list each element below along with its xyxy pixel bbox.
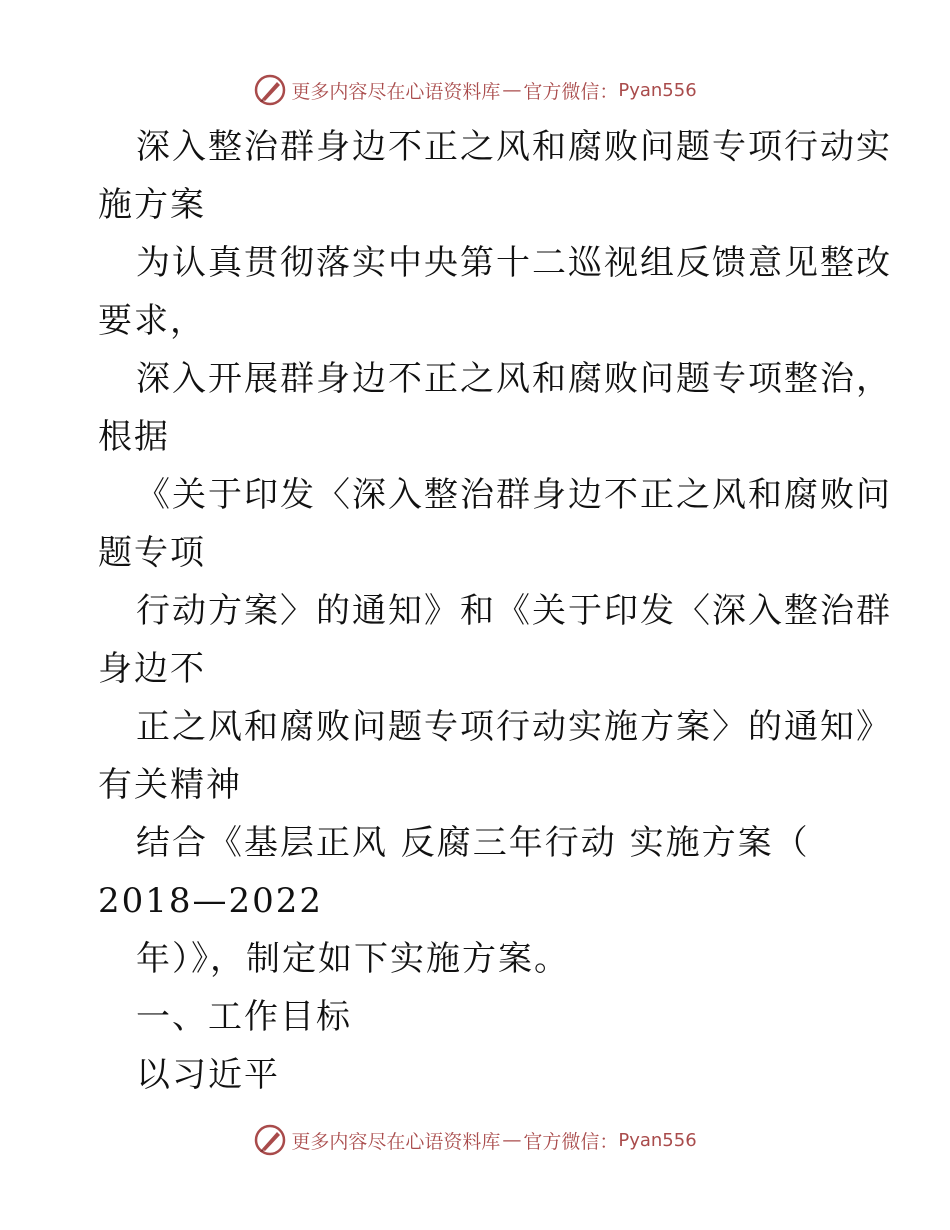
watermark-site-text: 更多内容尽在心语资料库 — [291, 80, 501, 103]
text-line: 要求， — [98, 301, 206, 341]
watermark-separator: — — [502, 79, 522, 101]
text-line: 结合《基层正风 反腐三年行动 实施方案（ — [136, 823, 810, 863]
text-line: 年）》，制定如下实施方案。 — [136, 939, 570, 979]
text-line: 行动方案〉的通知》和《关于印发〈深入整治群 — [136, 591, 892, 631]
document-body — [98, 118, 892, 1104]
watermark-wechat-text: 官方微信： — [523, 1130, 619, 1153]
footer-watermark — [0, 1120, 950, 1160]
watermark-separator: — — [502, 1129, 522, 1151]
text-line: 题专项 — [98, 533, 206, 573]
watermark-wechat-text: 官方微信： — [523, 80, 619, 103]
text-line: 正之风和腐败问题专项行动实施方案〉的通知》 — [136, 707, 892, 747]
text-line: 施方案 — [98, 185, 206, 225]
text-line: 根据 — [98, 417, 170, 457]
text-line: 2018—2022 — [98, 881, 324, 921]
pen-logo-icon — [253, 73, 287, 107]
text-line: 一、工作目标 — [136, 997, 352, 1037]
watermark-site-text: 更多内容尽在心语资料库 — [291, 1130, 501, 1153]
watermark-wechat-id: Pyan556 — [618, 1129, 697, 1151]
pen-logo-icon — [253, 1123, 287, 1157]
text-line: 为认真贯彻落实中央第十二巡视组反馈意见整改 — [136, 243, 892, 283]
text-line: 身边不 — [98, 649, 206, 689]
text-line: 以习近平 — [136, 1055, 280, 1095]
text-line: 深入开展群身边不正之风和腐败问题专项整治， — [136, 359, 892, 399]
text-line: 有关精神 — [98, 765, 242, 805]
text-line: 《关于印发〈深入整治群身边不正之风和腐败问 — [136, 475, 892, 515]
header-watermark — [0, 70, 950, 110]
text-line: 深入整治群身边不正之风和腐败问题专项行动实 — [136, 127, 892, 167]
watermark-wechat-id: Pyan556 — [618, 79, 697, 101]
